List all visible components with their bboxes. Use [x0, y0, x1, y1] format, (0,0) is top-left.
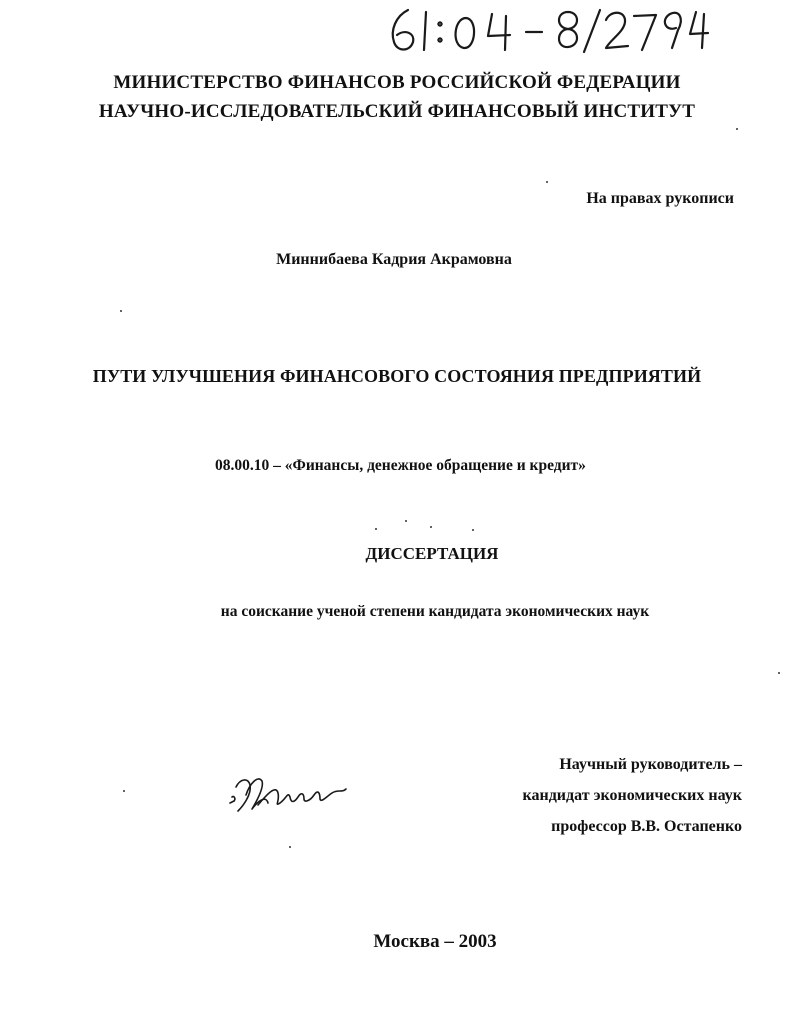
supervisor-degree: кандидат экономических наук: [522, 787, 742, 804]
scan-speck: [546, 181, 548, 183]
degree-statement: на соискание ученой степени кандидата экономических наук: [220, 603, 650, 620]
scan-speck: [375, 528, 377, 530]
institute-name: НАУЧНО-ИССЛЕДОВАТЕЛЬСКИЙ ФИНАНСОВЫЙ ИНСТИТУТ: [98, 101, 696, 122]
supervisor-name: профессор В.В. Остапенко: [551, 818, 742, 835]
scan-speck: [778, 672, 780, 674]
scan-speck: [736, 128, 738, 130]
scan-speck: [405, 520, 407, 522]
scan-speck: [289, 846, 291, 848]
scan-speck: [472, 529, 474, 531]
scan-speck: [430, 526, 432, 528]
document-type: ДИССЕРТАЦИЯ: [365, 544, 499, 563]
author-name: Миннибаева Кадрия Акрамовна: [276, 251, 512, 268]
rights-note: На правах рукописи: [586, 190, 734, 207]
specialty-code: 08.00.10 – «Финансы, денежное обращение и кредит»: [215, 457, 586, 474]
dissertation-title: ПУТИ УЛУЧШЕНИЯ ФИНАНСОВОГО СОСТОЯНИЯ ПРЕДПРИЯТИЙ: [92, 366, 702, 386]
archive-number-handwritten: [380, 2, 710, 58]
city-year: Москва – 2003: [373, 931, 497, 952]
ministry-name: МИНИСТЕРСТВО ФИНАНСОВ РОССИЙСКОЙ ФЕДЕРАЦИИ: [113, 72, 681, 93]
scan-speck: [123, 790, 125, 792]
supervisor-block: [523, 749, 742, 842]
scan-speck: [120, 310, 122, 312]
supervisor-role: Научный руководитель –: [559, 756, 742, 773]
signature: [228, 765, 368, 823]
